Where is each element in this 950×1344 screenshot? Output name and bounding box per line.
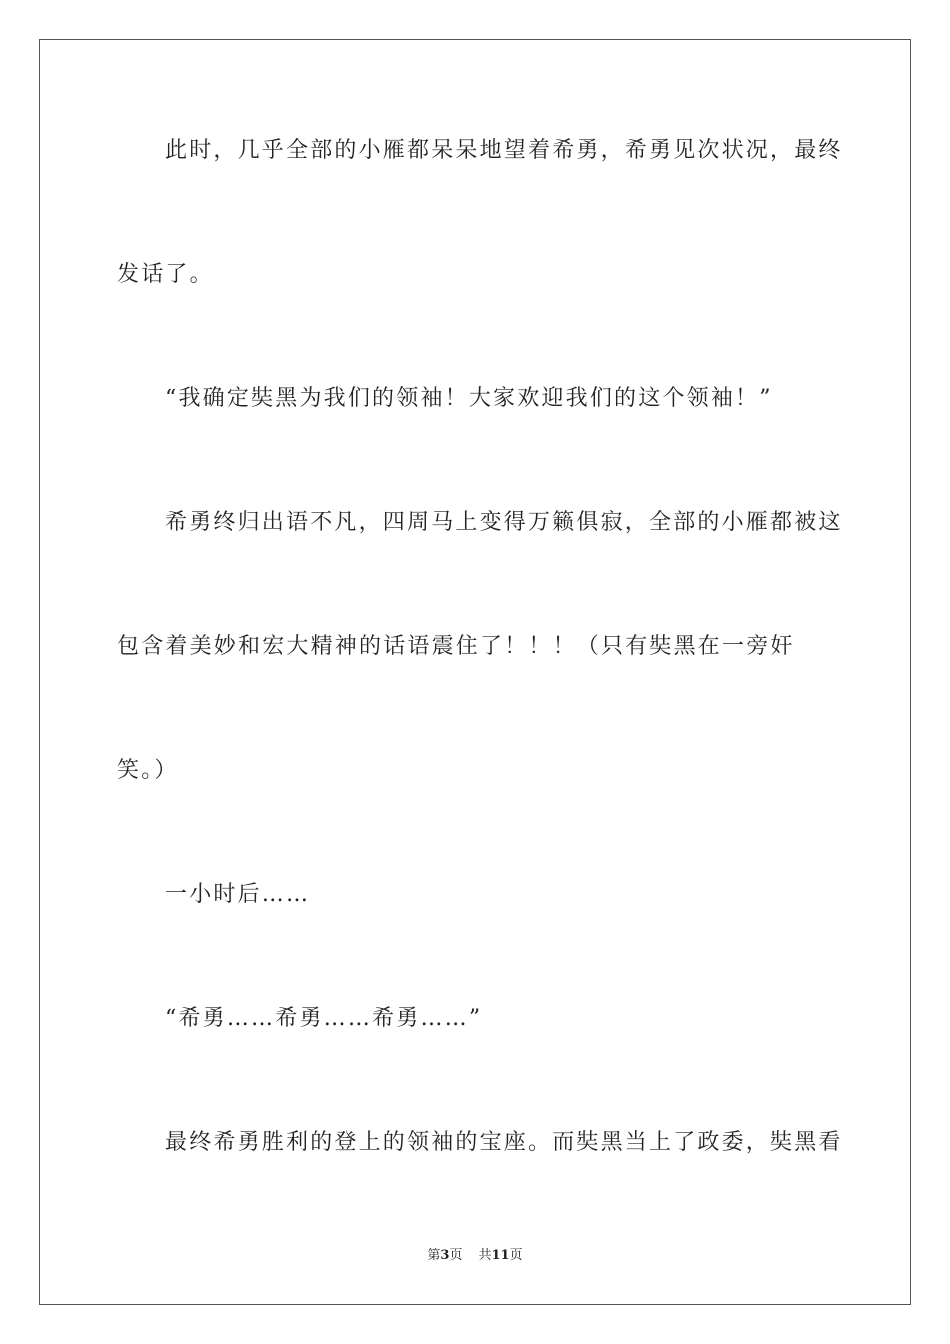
paragraph-line: 希勇终归出语不凡，四周马上变得万籁俱寂，全部的小雁都被这	[165, 510, 843, 535]
paragraph-line: 此时，几乎全部的小雁都呆呆地望着希勇，希勇见次状况，最终	[165, 138, 843, 163]
total-prefix: 共	[478, 1248, 492, 1263]
total-suffix: 页	[509, 1248, 523, 1263]
paragraph-line: 包含着美妙和宏大精神的话语震住了！！！（只有奘黑在一旁奸	[117, 634, 795, 659]
page-footer	[0, 1247, 950, 1265]
paragraph-line: “希勇……希勇……希勇……”	[165, 1006, 483, 1031]
total-page-count: 11	[491, 1248, 510, 1263]
page-border	[39, 39, 911, 1305]
current-page-number: 3	[440, 1248, 450, 1263]
paragraph-line: 一小时后……	[165, 882, 311, 907]
paragraph-line: “我确定奘黑为我们的领袖！大家欢迎我们的这个领袖！”	[165, 386, 773, 411]
paragraph-line: 笑。）	[117, 758, 179, 783]
page-suffix: 页	[449, 1248, 463, 1263]
paragraph-line: 发话了。	[117, 262, 214, 287]
paragraph-line: 最终希勇胜利的登上的领袖的宝座。而奘黑当上了政委，奘黑看	[165, 1130, 843, 1155]
page-prefix: 第	[427, 1248, 441, 1263]
